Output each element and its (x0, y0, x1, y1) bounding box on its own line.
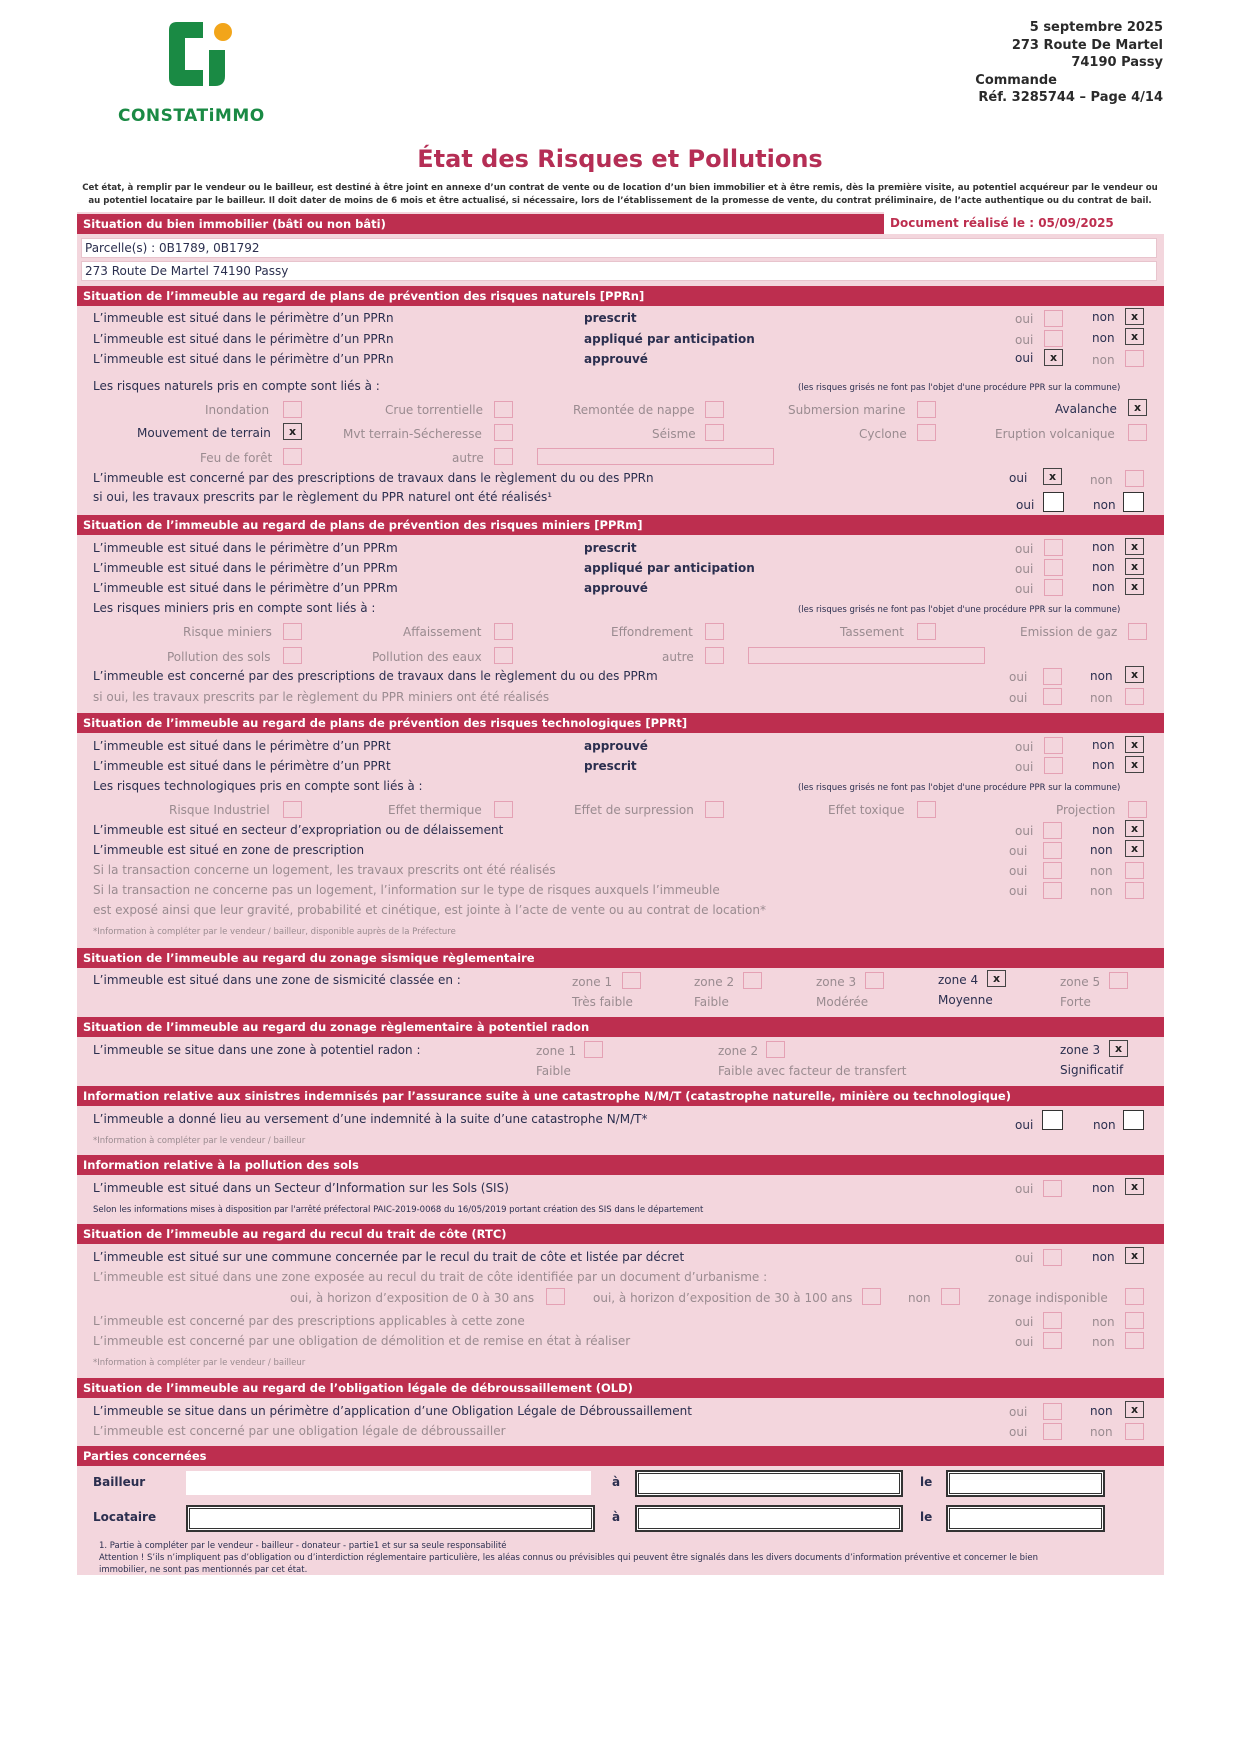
pprn-row-type: approuvé (584, 352, 648, 366)
risk-avalanche-checkbox[interactable]: x (1128, 399, 1147, 416)
risk-autre-input[interactable] (537, 448, 774, 465)
pprm-approuve-non-checkbox[interactable]: x (1125, 578, 1144, 595)
oui-label: oui (1009, 844, 1028, 858)
oui-label: oui (1009, 1425, 1028, 1439)
footnote-2: Attention ! S’ils n’impliquent pas d’obligation ou d’interdiction réglementaire particulière, les aléas connus ou prévisibles qui peuvent être signalés dans les divers documents d’information préventive et concerner le bien (99, 1553, 1039, 1563)
pprt-non-housing-label-2: est exposé ainsi que leur gravité, probabilité et cinétique, est jointe à l’acte de vente ou au contrat de location* (93, 903, 766, 917)
risk-label: Séisme (652, 427, 696, 441)
radon-zone-label: zone 3 (1060, 1043, 1101, 1057)
disaster-non-checkbox[interactable] (1123, 1110, 1144, 1130)
risk-cyclone-checkbox[interactable] (917, 424, 936, 441)
risk-pollution-sols-checkbox[interactable] (283, 647, 302, 664)
pprt-housing-non-checkbox[interactable] (1125, 862, 1144, 879)
pprm-prescrit-oui-checkbox[interactable] (1044, 539, 1063, 556)
oui-label: oui (1015, 562, 1034, 576)
non-label: non (1093, 1118, 1116, 1132)
seismic-zone5-checkbox[interactable] (1109, 972, 1128, 989)
pprm-row-type: prescrit (584, 541, 637, 555)
seismic-zone-desc: Modérée (816, 995, 869, 1009)
non-label: non (1092, 1335, 1115, 1349)
seismic-label: L’immeuble est situé dans une zone de sismicité classée en : (93, 973, 461, 987)
risk-secheresse-checkbox[interactable] (494, 424, 513, 441)
seismic-zone-desc: Faible (694, 995, 729, 1009)
pprt-expropriation-oui-checkbox[interactable] (1043, 822, 1062, 839)
old-row2-non-checkbox[interactable] (1125, 1423, 1144, 1440)
page-title: État des Risques et Pollutions (417, 145, 823, 173)
non-label: non (1092, 823, 1115, 837)
risk-label: Mouvement de terrain (137, 426, 271, 440)
pprm-row-type: approuvé (584, 581, 648, 595)
pprt-prescription-non-checkbox[interactable]: x (1125, 840, 1144, 857)
oui-label: oui (1015, 351, 1034, 365)
rtc-non-checkbox[interactable] (941, 1288, 960, 1305)
seismic-zone3-checkbox[interactable] (865, 972, 884, 989)
oui-label: oui (1015, 582, 1034, 596)
risk-label: Projection (1056, 803, 1116, 817)
parcels-value: Parcelle(s) : 0B1789, 0B1792 (85, 241, 260, 255)
risk-label: Effondrement (611, 625, 693, 639)
header-date: 5 septembre 2025 (1029, 20, 1163, 35)
pprn-approuve-non-checkbox[interactable] (1125, 350, 1144, 367)
oui-label: oui (1015, 760, 1034, 774)
rtc-option-label: oui, à horizon d’exposition de 0 à 30 ans (290, 1291, 535, 1305)
rtc-row4-label: L’immeuble est concerné par une obligation de démolition et de remise en état à réaliser (93, 1334, 631, 1348)
seismic-zone1-checkbox[interactable] (622, 972, 641, 989)
rtc-row4-oui-checkbox[interactable] (1043, 1332, 1062, 1349)
rtc-unavailable-checkbox[interactable] (1125, 1288, 1144, 1305)
pprn-heading: Situation de l’immeuble au regard de plans de prévention des risques naturels [PPRn] (77, 286, 1164, 306)
seismic-zone-desc: Très faible (572, 995, 633, 1009)
oui-label: oui (1009, 691, 1028, 705)
locataire-place-input[interactable] (635, 1505, 903, 1532)
footnote-3: immobilier, ne sont pas mentionnés par cet état. (99, 1565, 308, 1575)
logo-text: CONSTATiMMO (118, 106, 265, 126)
radon-label: L’immeuble se situe dans une zone à potentiel radon : (93, 1043, 421, 1057)
risk-miniers-checkbox[interactable] (283, 623, 302, 640)
pprn-row-type: appliqué par anticipation (584, 332, 755, 346)
risk-toxique-checkbox[interactable] (917, 801, 936, 818)
soil-non-checkbox[interactable]: x (1125, 1178, 1144, 1195)
rtc-30-100-checkbox[interactable] (862, 1288, 881, 1305)
seismic-heading: Situation de l’immeuble au regard du zonage sismique règlementaire (77, 948, 1164, 968)
oui-label: oui (1015, 740, 1034, 754)
header-ref: Réf. 3285744 – Page 4/14 (978, 90, 1163, 105)
radon-zone-desc: Significatif (1060, 1063, 1124, 1077)
risk-projection-checkbox[interactable] (1128, 801, 1147, 818)
pprn-risks-intro: Les risques naturels pris en compte sont liés à : (93, 379, 380, 393)
pprn-row-label: L’immeuble est situé dans le périmètre d’un PPRn (93, 352, 394, 366)
rtc-row1-label: L’immeuble est situé sur une commune concernée par le recul du trait de côte et listée par décret (93, 1250, 685, 1264)
seismic-zone2-checkbox[interactable] (743, 972, 762, 989)
risk-label: Tassement (840, 625, 904, 639)
risk-crue-checkbox[interactable] (494, 401, 513, 418)
oui-label: oui (1015, 824, 1034, 838)
a-label: à (612, 1475, 621, 1489)
situation-heading: Situation du bien immobilier (bâti ou non bâti) (77, 214, 884, 234)
oui-label: oui (1015, 1118, 1034, 1132)
pprn-works-done-non-checkbox[interactable] (1123, 492, 1144, 512)
soil-label: L’immeuble est situé dans un Secteur d’Information sur les Sols (SIS) (93, 1181, 509, 1195)
pprn-approuve-oui-checkbox[interactable]: x (1044, 349, 1063, 366)
risk-label: Feu de forêt (200, 451, 273, 465)
pprm-anticipation-oui-checkbox[interactable] (1044, 559, 1063, 576)
risk-affaissement-checkbox[interactable] (494, 623, 513, 640)
old-row1-oui-checkbox[interactable] (1043, 1403, 1062, 1420)
seismic-zone-desc: Forte (1060, 995, 1091, 1009)
non-label: non (1092, 1315, 1115, 1329)
rtc-option-label: zonage indisponible (988, 1291, 1108, 1305)
risk-tassement-checkbox[interactable] (917, 623, 936, 640)
radon-zone-desc: Faible (536, 1064, 571, 1078)
radon-zone-desc: Faible avec facteur de transfert (718, 1064, 907, 1078)
pprm-row-label: L’immeuble est situé dans le périmètre d’un PPRm (93, 581, 398, 595)
constatimmo-logo-icon (163, 20, 238, 92)
oui-label: oui (1009, 864, 1028, 878)
risk-label: Effet de surpression (574, 803, 694, 817)
pprt-approuve-oui-checkbox[interactable] (1044, 737, 1063, 754)
seismic-zone4-checkbox[interactable]: x (987, 970, 1006, 987)
risk-autre-input[interactable] (748, 647, 985, 664)
pprt-row-label: L’immeuble est situé dans le périmètre d’un PPRt (93, 759, 391, 773)
pprn-works-label: L’immeuble est concerné par des prescriptions de travaux dans le règlement du ou des PPRn (93, 471, 654, 485)
old-heading: Situation de l’immeuble au regard de l’obligation légale de débroussaillement (OLD) (77, 1378, 1164, 1398)
pprn-anticipation-oui-checkbox[interactable] (1044, 330, 1063, 347)
non-label: non (1090, 843, 1113, 857)
pprm-works-label: L’immeuble est concerné par des prescriptions de travaux dans le règlement du ou des PPRm (93, 669, 658, 683)
le-label: le (920, 1510, 933, 1524)
non-label: non (1092, 738, 1115, 752)
risk-label: Effet toxique (828, 803, 905, 817)
oui-label: oui (1015, 1335, 1034, 1349)
old-row2-oui-checkbox[interactable] (1043, 1423, 1062, 1440)
old-row1-label: L’immeuble se situe dans un périmètre d’application d’une Obligation Légale de Débroussaillement (93, 1404, 692, 1418)
non-label: non (1090, 1404, 1113, 1418)
le-label: le (920, 1475, 933, 1489)
pprn-prescrit-oui-checkbox[interactable] (1044, 310, 1063, 327)
oui-label: oui (1009, 670, 1028, 684)
risk-label: Risque Industriel (169, 803, 270, 817)
pprt-prescrit-non-checkbox[interactable]: x (1125, 756, 1144, 773)
non-label: non (1090, 473, 1113, 487)
soil-oui-checkbox[interactable] (1043, 1180, 1062, 1197)
pprm-row-type: appliqué par anticipation (584, 561, 755, 575)
non-label: non (1093, 498, 1116, 512)
seller-note: *Information à compléter par le vendeur / bailleur (93, 1358, 306, 1368)
bailleur-date-input[interactable] (946, 1470, 1105, 1497)
pprn-prescrit-non-checkbox[interactable]: x (1125, 308, 1144, 325)
risk-label: Pollution des sols (167, 650, 271, 664)
non-label: non (1090, 691, 1113, 705)
pprm-heading: Situation de l’immeuble au regard de plans de prévention des risques miniers [PPRm] (77, 515, 1164, 535)
header-address-line1: 273 Route De Martel (1011, 37, 1163, 53)
pprt-approuve-non-checkbox[interactable]: x (1125, 736, 1144, 753)
rtc-option-label: oui, à horizon d’exposition de 30 à 100 ans (593, 1291, 853, 1305)
locataire-date-input[interactable] (946, 1505, 1105, 1532)
risk-label: Pollution des eaux (372, 650, 482, 664)
parties-heading: Parties concernées (77, 1446, 1164, 1466)
pprn-row-type: prescrit (584, 311, 637, 325)
pprt-row-type: approuvé (584, 739, 648, 753)
risk-label: Risque miniers (183, 625, 272, 639)
risk-inondation-checkbox[interactable] (283, 401, 302, 418)
pprm-row-label: L’immeuble est situé dans le périmètre d’un PPRm (93, 561, 398, 575)
pprm-risks-intro: Les risques miniers pris en compte sont liés à : (93, 601, 376, 615)
radon-zone3-checkbox[interactable]: x (1109, 1040, 1128, 1057)
pprt-expropriation-non-checkbox[interactable]: x (1125, 820, 1144, 837)
risk-industriel-checkbox[interactable] (283, 801, 302, 818)
radon-zone2-checkbox[interactable] (766, 1041, 785, 1058)
risk-nappe-checkbox[interactable] (705, 401, 724, 418)
pprm-works-done-label: si oui, les travaux prescrits par le règlement du PPR miniers ont été réalisés (93, 690, 550, 704)
prefecture-note: *Information à compléter par le vendeur / bailleur, disponible auprès de la Préfecture (93, 927, 456, 937)
non-label: non (1092, 540, 1115, 554)
rtc-row3-oui-checkbox[interactable] (1043, 1312, 1062, 1329)
pprm-works-non-checkbox[interactable]: x (1125, 666, 1144, 683)
risk-label: Avalanche (1055, 402, 1117, 416)
risk-autre-checkbox[interactable] (494, 448, 513, 465)
non-label: non (1092, 331, 1115, 345)
rtc-row4-non-checkbox[interactable] (1125, 1332, 1144, 1349)
non-label: non (1092, 353, 1115, 367)
risk-label: autre (452, 451, 484, 465)
pprt-housing-oui-checkbox[interactable] (1043, 862, 1062, 879)
locataire-label: Locataire (93, 1510, 157, 1524)
risk-label: Cyclone (859, 427, 907, 441)
risk-autre-checkbox[interactable] (705, 647, 724, 664)
pprm-works-oui-checkbox[interactable] (1043, 668, 1062, 685)
risk-effondrement-checkbox[interactable] (705, 623, 724, 640)
old-row1-non-checkbox[interactable]: x (1125, 1401, 1144, 1418)
pprm-prescrit-non-checkbox[interactable]: x (1125, 538, 1144, 555)
risk-mouvement-checkbox[interactable]: x (283, 423, 302, 440)
non-label: non (1090, 1425, 1113, 1439)
oui-label: oui (1009, 1405, 1028, 1419)
seismic-zone-label: zone 2 (694, 975, 735, 989)
pprn-works-done-oui-checkbox[interactable] (1043, 492, 1064, 512)
bailleur-place-input[interactable] (635, 1470, 903, 1497)
seismic-zone-desc: Moyenne (938, 993, 993, 1007)
non-label: non (1090, 669, 1113, 683)
pprm-works-done-oui-checkbox[interactable] (1043, 688, 1062, 705)
risk-label: Crue torrentielle (385, 403, 484, 417)
risk-seisme-checkbox[interactable] (705, 424, 724, 441)
disaster-label: L’immeuble a donné lieu au versement d’une indemnité à la suite d’une catastrophe N/M/T* (93, 1112, 648, 1126)
risk-label: Remontée de nappe (573, 403, 695, 417)
pprm-approuve-oui-checkbox[interactable] (1044, 579, 1063, 596)
pprt-row-label: L’immeuble est situé dans le périmètre d’un PPRt (93, 739, 391, 753)
pprt-non-housing-label: Si la transaction ne concerne pas un logement, l’information sur le type de risques auxquels l’immeuble (93, 883, 720, 897)
pprn-row-label: L’immeuble est situé dans le périmètre d’un PPRn (93, 332, 394, 346)
oui-label: oui (1015, 312, 1034, 326)
pprt-row-type: prescrit (584, 759, 637, 773)
oui-label: oui (1015, 1315, 1034, 1329)
non-label: non (1092, 310, 1115, 324)
pprn-anticipation-non-checkbox[interactable]: x (1125, 328, 1144, 345)
non-label: non (1092, 1250, 1115, 1264)
rtc-row1-oui-checkbox[interactable] (1043, 1249, 1062, 1266)
risk-surpression-checkbox[interactable] (705, 801, 724, 818)
seller-note: *Information à compléter par le vendeur / bailleur (93, 1136, 306, 1146)
bailleur-label: Bailleur (93, 1475, 146, 1489)
radon-heading: Situation de l’immeuble au regard du zonage règlementaire à potentiel radon (77, 1017, 1164, 1037)
pprm-works-done-non-checkbox[interactable] (1125, 688, 1144, 705)
radon-zone-label: zone 2 (718, 1044, 759, 1058)
pprt-non-housing-non-checkbox[interactable] (1125, 882, 1144, 899)
pprt-expropriation-label: L’immeuble est situé en secteur d’expropriation ou de délaissement (93, 823, 504, 837)
pprm-anticipation-non-checkbox[interactable]: x (1125, 558, 1144, 575)
risk-label: Affaissement (403, 625, 482, 639)
non-label: non (1092, 560, 1115, 574)
soil-note: Selon les informations mises à disposition par l'arrêté préfectoral PAIC-2019-0068 du 16/05/2019 portant création des SIS dans le département (93, 1205, 704, 1215)
pprn-works-non-checkbox[interactable] (1125, 470, 1144, 487)
pprn-works-oui-checkbox[interactable]: x (1043, 468, 1062, 485)
pprt-prescrit-oui-checkbox[interactable] (1044, 757, 1063, 774)
seismic-zone-label: zone 4 (938, 973, 979, 987)
soil-heading: Information relative à la pollution des sols (77, 1155, 1164, 1175)
pprt-housing-label: Si la transaction concerne un logement, les travaux prescrits ont été réalisés (93, 863, 556, 877)
oui-label: oui (1015, 542, 1034, 556)
oui-label: oui (1016, 498, 1035, 512)
pprt-prescription-label: L’immeuble est situé en zone de prescription (93, 843, 365, 857)
pprt-risks-intro: Les risques technologiques pris en compte sont liés à : (93, 779, 423, 793)
intro-text: Cet état, à remplir par le vendeur ou le bailleur, est destiné à être joint en annexe d’un contrat de vente ou de location d’un bien immobilier et à être remis, dès la première visite, au potentiel acquéreur par le vendeur ou au potentiel locataire par le bailleur. Il doit dater de moins de 6 mois et être actualisé, si nécessaire, lors de l’établissement de la promesse de vente, du contrat préliminaire, de l’acte authentique ou du contrat de bail. (82, 183, 1158, 206)
risk-gaz-checkbox[interactable] (1128, 623, 1147, 640)
pprn-row-label: L’immeuble est situé dans le périmètre d’un PPRn (93, 311, 394, 325)
risk-pollution-eaux-checkbox[interactable] (494, 647, 513, 664)
risk-submersion-checkbox[interactable] (917, 401, 936, 418)
footnote-1: 1. Partie à compléter par le vendeur - bailleur - donateur - partie1 et sur sa seule responsabilité (99, 1541, 507, 1551)
non-label: non (1090, 884, 1113, 898)
disaster-heading: Information relative aux sinistres indemnisés par l’assurance suite à une catastrophe N/M/T (catastrophe naturelle, minière ou technologique) (77, 1086, 1164, 1106)
locataire-input[interactable] (186, 1505, 595, 1532)
risk-label: autre (662, 650, 694, 664)
seismic-zone-label: zone 1 (572, 975, 613, 989)
header-info (975, 19, 1163, 107)
radon-zone1-checkbox[interactable] (584, 1041, 603, 1058)
pprt-prescription-oui-checkbox[interactable] (1043, 842, 1062, 859)
pprt-non-housing-oui-checkbox[interactable] (1043, 882, 1062, 899)
radon-zone-label: zone 1 (536, 1044, 577, 1058)
grey-note: (les risques grisés ne font pas l'objet d'une procédure PPR sur la commune) (798, 383, 1121, 393)
risk-label: Inondation (205, 403, 270, 417)
risk-feu-checkbox[interactable] (283, 448, 302, 465)
grey-note: (les risques grisés ne font pas l'objet d'une procédure PPR sur la commune) (798, 783, 1121, 793)
oui-label: oui (1015, 333, 1034, 347)
oui-label: oui (1015, 1182, 1034, 1196)
pprm-row-label: L’immeuble est situé dans le périmètre d’un PPRm (93, 541, 398, 555)
oui-label: oui (1009, 471, 1028, 485)
risk-label: Submersion marine (788, 403, 906, 417)
oui-label: oui (1009, 884, 1028, 898)
header-order-label: Commande (975, 72, 1057, 88)
pprn-works-done-label: si oui, les travaux prescrits par le règlement du PPR naturel ont été réalisés¹ (93, 490, 553, 504)
rtc-option-label: non (908, 1291, 931, 1305)
a-label: à (612, 1510, 621, 1524)
pprt-heading: Situation de l’immeuble au regard de plans de prévention des risques technologiques [PPRt] (77, 713, 1164, 733)
address-value: 273 Route De Martel 74190 Passy (85, 264, 289, 278)
bailleur-input[interactable] (186, 1471, 591, 1495)
non-label: non (1092, 580, 1115, 594)
old-row2-label: L’immeuble est concerné par une obligation légale de débroussailler (93, 1424, 506, 1438)
risk-label: Effet thermique (388, 803, 482, 817)
document-date: Document réalisé le : 05/09/2025 (884, 212, 1164, 234)
non-label: non (1090, 864, 1113, 878)
non-label: non (1092, 1181, 1115, 1195)
risk-label: Emission de gaz (1020, 625, 1118, 639)
oui-label: oui (1015, 1251, 1034, 1265)
risk-eruption-checkbox[interactable] (1128, 424, 1147, 441)
risk-label: Mvt terrain-Sécheresse (343, 427, 482, 441)
seismic-zone-label: zone 3 (816, 975, 857, 989)
rtc-row1-non-checkbox[interactable]: x (1125, 1247, 1144, 1264)
grey-note: (les risques grisés ne font pas l'objet d'une procédure PPR sur la commune) (798, 605, 1121, 615)
header-address-line2: 74190 Passy (1071, 55, 1163, 70)
risk-thermique-checkbox[interactable] (494, 801, 513, 818)
rtc-row3-non-checkbox[interactable] (1125, 1312, 1144, 1329)
rtc-row2-label: L’immeuble est situé dans une zone exposée au recul du trait de côte identifiée par un document d’urbanisme : (93, 1270, 768, 1284)
risk-label: Eruption volcanique (995, 427, 1115, 441)
rtc-row3-label: L’immeuble est concerné par des prescriptions applicables à cette zone (93, 1314, 525, 1328)
rtc-heading: Situation de l’immeuble au regard du recul du trait de côte (RTC) (77, 1224, 1164, 1244)
non-label: non (1092, 758, 1115, 772)
disaster-oui-checkbox[interactable] (1042, 1110, 1063, 1130)
rtc-0-30-checkbox[interactable] (546, 1288, 565, 1305)
seismic-zone-label: zone 5 (1060, 975, 1101, 989)
